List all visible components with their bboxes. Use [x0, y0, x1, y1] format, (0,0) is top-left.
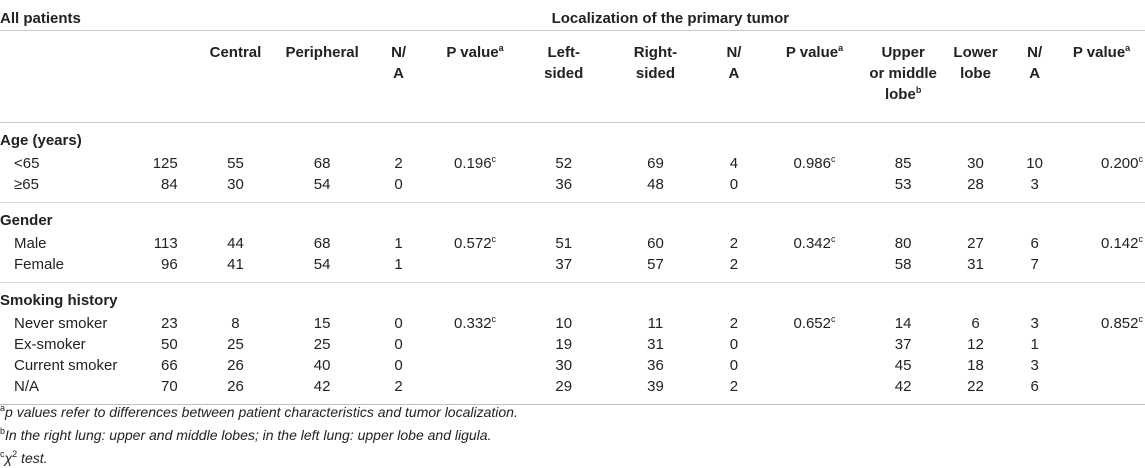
cell-pvalue-3: [1058, 175, 1145, 202]
header-na-1: N/ A: [369, 30, 428, 122]
cell-all-patients: [151, 154, 196, 175]
cell-na-3: [1011, 154, 1058, 175]
cell-value: 50: [161, 336, 178, 353]
cell-value: 22: [967, 378, 984, 395]
header-all-patients: All patients: [0, 10, 81, 27]
cell-peripheral: [275, 234, 369, 255]
cell-na-1: [369, 377, 428, 404]
table-row: [0, 255, 1145, 282]
cell-pvalue-1: [428, 234, 522, 255]
cell-na-2: [705, 234, 762, 255]
cell-na-2: [705, 154, 762, 175]
cell-right-sided: [606, 255, 706, 282]
pvalue-superscript: c: [830, 154, 836, 164]
cell-value: 18: [967, 357, 984, 374]
cell-pvalue-2: [762, 314, 866, 335]
pvalue-superscript: c: [1138, 314, 1143, 324]
cell-right-sided: [606, 234, 706, 255]
cell-value: 30: [227, 176, 244, 193]
cell-value: 51: [555, 235, 573, 252]
cell-value: 85: [894, 155, 912, 172]
cell-na-3: [1011, 377, 1058, 404]
cell-value: 113: [153, 235, 178, 252]
cell-value: 31: [647, 336, 664, 353]
cell-value: 0: [729, 336, 739, 353]
cell-upper-middle-lobe: [866, 234, 939, 255]
cell-na-1: [369, 154, 428, 175]
cell-pvalue-3: [1058, 255, 1145, 282]
section-title: Smoking history: [0, 282, 1145, 314]
cell-value: 27: [967, 235, 984, 252]
cell-value: 52: [555, 155, 573, 172]
header-na-2: N/ A: [705, 30, 762, 122]
cell-value: 25: [313, 336, 331, 353]
cell-value: 66: [161, 357, 178, 374]
cell-value: 6: [1030, 378, 1039, 395]
section-header-row: [0, 122, 1145, 154]
cell-value: 29: [555, 378, 573, 395]
cell-value: 2: [729, 378, 739, 395]
table-row: [0, 175, 1145, 202]
header-na-3: N/ A: [1011, 30, 1058, 122]
cell-value: 7: [1030, 256, 1039, 273]
cell-central: [196, 377, 276, 404]
cell-value: 2: [729, 256, 739, 273]
cell-na-2: [705, 255, 762, 282]
cell-value: 37: [894, 336, 912, 353]
cell-pvalue-2: [762, 175, 866, 202]
cell-upper-middle-lobe: [866, 356, 939, 377]
cell-value: 31: [967, 256, 984, 273]
cell-value: 28: [967, 176, 984, 193]
table-row: [0, 335, 1145, 356]
footnote-a: $^a$p values refer to differences between patient characteristics and tumor localization.: [0, 403, 518, 420]
cell-peripheral: [275, 335, 369, 356]
section-header-row: [0, 282, 1145, 314]
cell-upper-middle-lobe: [866, 175, 939, 202]
cell-value: 0.342: [793, 235, 831, 252]
cell-value: 48: [647, 176, 664, 193]
cell-value: 96: [161, 256, 178, 273]
cell-value: 69: [647, 155, 664, 172]
cell-pvalue-3: [1058, 377, 1145, 404]
cell-value: 0: [394, 176, 403, 193]
cell-value: 3: [1030, 176, 1039, 193]
cell-value: 41: [227, 256, 244, 273]
cell-value: 45: [894, 357, 912, 374]
cell-right-sided: [606, 377, 706, 404]
cell-value: 6: [1030, 235, 1039, 252]
pvalue-superscript: c: [491, 314, 497, 324]
cell-value: 1: [1030, 336, 1039, 353]
cell-value: 23: [161, 315, 178, 332]
cell-na-2: [705, 377, 762, 404]
cell-all-patients: [151, 335, 196, 356]
cell-value: 125: [152, 155, 178, 172]
cell-value: 0: [729, 357, 739, 374]
table-row: [0, 377, 1145, 404]
cell-lower-lobe: [940, 314, 1011, 335]
cell-peripheral: [275, 377, 369, 404]
header-right-sided: Right- sided: [606, 30, 706, 122]
cell-value: 2: [729, 315, 739, 332]
cell-left-sided: [522, 314, 606, 335]
cell-na-1: [369, 356, 428, 377]
cell-na-1: [369, 255, 428, 282]
cell-pvalue-2: [762, 154, 866, 175]
header-central: Central: [196, 30, 276, 122]
section-header-row: [0, 202, 1145, 234]
header-pvalue-1: P value$^a$: [428, 30, 522, 122]
cell-lower-lobe: [940, 335, 1011, 356]
cell-pvalue-2: [762, 234, 866, 255]
cell-na-2: [705, 175, 762, 202]
cell-pvalue-1: [428, 335, 522, 356]
cell-pvalue-1: [428, 255, 522, 282]
cell-value: 0.200: [1100, 155, 1139, 172]
cell-upper-middle-lobe: [866, 377, 939, 404]
cell-upper-middle-lobe: [866, 154, 939, 175]
cell-pvalue-1: [428, 154, 522, 175]
cell-right-sided: [606, 335, 706, 356]
cell-pvalue-3: [1058, 356, 1145, 377]
cell-value: 14: [894, 315, 912, 332]
cell-value: 30: [555, 357, 573, 374]
cell-na-3: [1011, 175, 1058, 202]
cell-lower-lobe: [940, 154, 1011, 175]
section-title: Gender: [0, 202, 1145, 234]
footnote-c: $^c\chi^2$ test.: [0, 449, 48, 466]
header-left-sided: Left- sided: [522, 30, 606, 122]
cell-left-sided: [522, 255, 606, 282]
cell-all-patients: [151, 356, 196, 377]
cell-value: 4: [729, 155, 739, 172]
cell-left-sided: [522, 356, 606, 377]
cell-value: 70: [161, 378, 178, 395]
cell-value: 12: [967, 336, 984, 353]
cell-value: 0.652: [793, 315, 831, 332]
cell-pvalue-2: [762, 335, 866, 356]
cell-lower-lobe: [940, 377, 1011, 404]
cell-central: [196, 154, 276, 175]
cell-central: [196, 314, 276, 335]
cell-upper-middle-lobe: [866, 314, 939, 335]
cell-upper-middle-lobe: [866, 335, 939, 356]
row-label: Ex-smoker: [14, 336, 86, 353]
cell-value: 11: [647, 315, 664, 332]
cell-value: 58: [894, 256, 912, 273]
cell-all-patients: [151, 377, 196, 404]
cell-value: 10: [555, 315, 573, 332]
cell-na-3: [1011, 356, 1058, 377]
pvalue-superscript: c: [491, 154, 497, 164]
cell-central: [196, 255, 276, 282]
cell-value: 0.332: [454, 315, 492, 332]
cell-pvalue-3: [1058, 154, 1145, 175]
cell-value: 0: [394, 315, 403, 332]
pvalue-superscript: c: [1138, 154, 1143, 164]
cell-value: 39: [647, 378, 664, 395]
cell-upper-middle-lobe: [866, 255, 939, 282]
cell-lower-lobe: [940, 175, 1011, 202]
cell-right-sided: [606, 314, 706, 335]
header-peripheral: Peripheral: [275, 30, 369, 122]
cell-right-sided: [606, 356, 706, 377]
cell-value: 68: [313, 155, 331, 172]
header-upper-middle-lobe: Upper or middle lobe$^b$: [866, 30, 939, 122]
row-label: Never smoker: [14, 315, 108, 332]
cell-value: 30: [967, 155, 984, 172]
cell-na-2: [705, 335, 762, 356]
cell-value: 2: [394, 378, 403, 395]
cell-na-3: [1011, 314, 1058, 335]
cell-value: 2: [394, 155, 403, 172]
cell-pvalue-1: [428, 377, 522, 404]
footnote-b: $^b$In the right lung: upper and middle lobes; in the left lung: upper lobe and ligula.: [0, 426, 492, 443]
pvalue-superscript: c: [491, 234, 497, 244]
cell-value: 0: [729, 176, 739, 193]
cell-value: 44: [227, 235, 244, 252]
pvalue-superscript: c: [1138, 234, 1143, 244]
cell-value: 68: [313, 235, 331, 252]
cell-value: 1: [394, 256, 403, 273]
cell-value: 3: [1030, 315, 1039, 332]
header-pvalue-2: P value$^a$: [762, 30, 866, 122]
cell-value: 8: [231, 315, 240, 332]
cell-left-sided: [522, 234, 606, 255]
cell-value: 0.142: [1100, 235, 1139, 252]
cell-pvalue-2: [762, 255, 866, 282]
cell-right-sided: [606, 175, 706, 202]
cell-value: 40: [313, 357, 331, 374]
pvalue-superscript: c: [830, 234, 836, 244]
row-label: ≥65: [14, 176, 39, 193]
cell-value: 6: [971, 315, 980, 332]
row-label: Male: [14, 235, 47, 252]
cell-value: 54: [313, 256, 331, 273]
cell-pvalue-1: [428, 356, 522, 377]
row-label: <65: [14, 155, 40, 172]
table-row: [0, 234, 1145, 255]
cell-peripheral: [275, 255, 369, 282]
cell-peripheral: [275, 175, 369, 202]
row-label: Current smoker: [14, 357, 118, 374]
cell-lower-lobe: [940, 255, 1011, 282]
cell-right-sided: [606, 154, 706, 175]
cell-pvalue-3: [1058, 335, 1145, 356]
cell-peripheral: [275, 154, 369, 175]
cell-na-1: [369, 234, 428, 255]
cell-value: 2: [729, 235, 739, 252]
table-row: [0, 314, 1145, 335]
cell-lower-lobe: [940, 234, 1011, 255]
cell-all-patients: [151, 175, 196, 202]
cell-peripheral: [275, 314, 369, 335]
cell-value: 57: [647, 256, 664, 273]
cell-value: 36: [647, 357, 664, 374]
cell-value: 26: [227, 378, 244, 395]
cell-value: 3: [1030, 357, 1039, 374]
cell-value: 42: [894, 378, 912, 395]
cell-value: 25: [227, 336, 244, 353]
cell-value: 15: [313, 315, 331, 332]
cell-na-1: [369, 314, 428, 335]
cell-central: [196, 234, 276, 255]
cell-na-3: [1011, 335, 1058, 356]
cell-left-sided: [522, 377, 606, 404]
cell-pvalue-1: [428, 175, 522, 202]
cell-value: 1: [394, 235, 403, 252]
cell-pvalue-2: [762, 356, 866, 377]
row-label: N/A: [14, 378, 40, 395]
cell-all-patients: [151, 234, 196, 255]
pvalue-superscript: c: [830, 314, 836, 324]
row-label: Female: [14, 256, 65, 273]
cell-left-sided: [522, 335, 606, 356]
cell-value: 0: [394, 357, 403, 374]
cell-central: [196, 356, 276, 377]
table-row: [0, 356, 1145, 377]
cell-value: 54: [313, 176, 331, 193]
header-pvalue-3: P value$^a$: [1058, 30, 1145, 122]
cell-value: 0.852: [1100, 315, 1139, 332]
table-row: [0, 154, 1145, 175]
section-title: Age (years): [0, 122, 1145, 154]
header-lower-lobe: Lower lobe: [940, 30, 1011, 122]
cell-value: 84: [161, 176, 178, 193]
cell-na-1: [369, 175, 428, 202]
cell-na-2: [705, 356, 762, 377]
cell-value: 42: [313, 378, 331, 395]
cell-na-3: [1011, 255, 1058, 282]
cell-central: [196, 335, 276, 356]
cell-pvalue-3: [1058, 234, 1145, 255]
cell-na-3: [1011, 234, 1058, 255]
cell-value: 19: [555, 336, 573, 353]
cell-value: 26: [227, 357, 244, 374]
cell-na-1: [369, 335, 428, 356]
cell-value: 0: [394, 336, 403, 353]
header-localization: Localization of the primary tumor: [551, 10, 790, 27]
cell-left-sided: [522, 154, 606, 175]
cell-all-patients: [151, 314, 196, 335]
cell-value: 37: [555, 256, 573, 273]
cell-all-patients: [151, 255, 196, 282]
cell-value: 60: [647, 235, 664, 252]
cell-value: 0.986: [793, 155, 831, 172]
cell-value: 80: [894, 235, 912, 252]
cell-value: 55: [227, 155, 244, 172]
cell-left-sided: [522, 175, 606, 202]
cell-value: 36: [555, 176, 573, 193]
cell-pvalue-3: [1058, 314, 1145, 335]
cell-peripheral: [275, 356, 369, 377]
cell-value: 0.572: [454, 235, 492, 252]
cell-value: 0.196: [454, 155, 492, 172]
cell-pvalue-2: [762, 377, 866, 404]
cell-central: [196, 175, 276, 202]
cell-na-2: [705, 314, 762, 335]
cell-pvalue-1: [428, 314, 522, 335]
cell-value: 53: [894, 176, 912, 193]
cell-value: 10: [1026, 155, 1043, 172]
cell-lower-lobe: [940, 356, 1011, 377]
